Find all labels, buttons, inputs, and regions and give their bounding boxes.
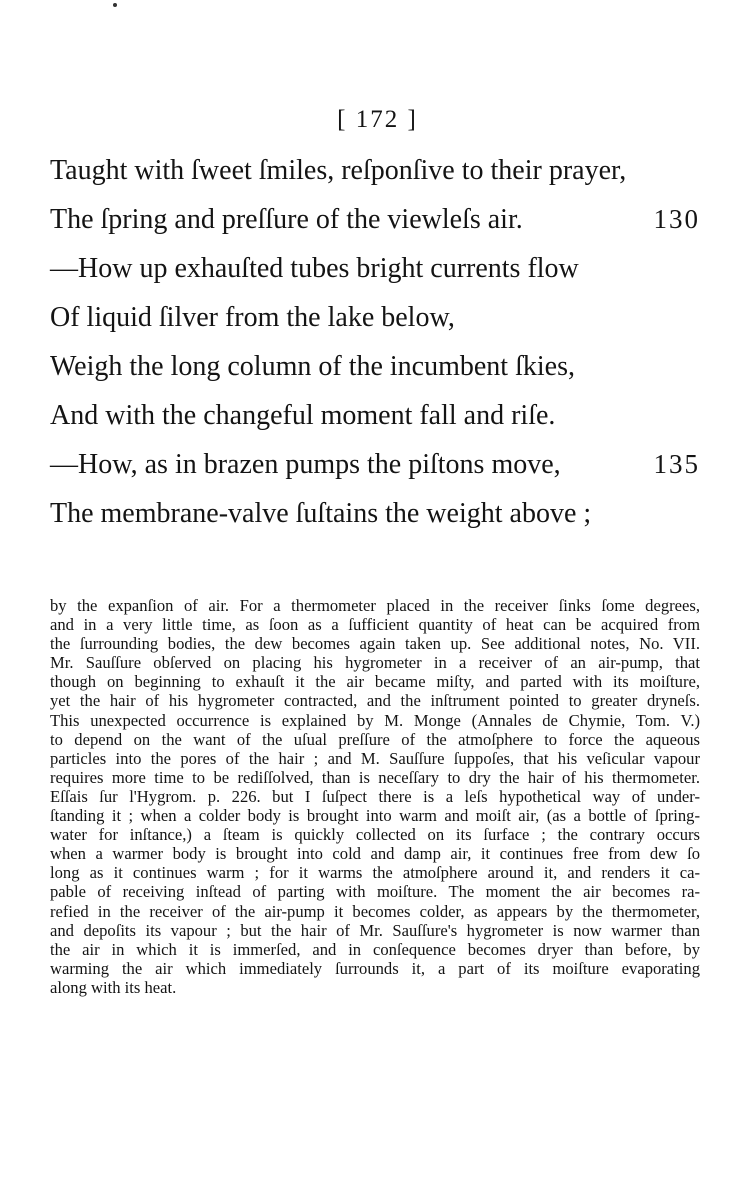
footnote-line: and in a very little time, as ſoon as a ſufficient quantity of heat can be acquired from <box>50 615 700 635</box>
verse-text: —How up exhauſted tubes bright currents flow <box>50 253 579 284</box>
verse-text: The membrane-valve ſuſtains the weight above ; <box>50 498 592 529</box>
verse-line <box>50 293 700 342</box>
verse-line <box>50 195 700 244</box>
footnote-line: pable of receiving inſtead of parting with moiſture. The moment the air becomes ra- <box>50 882 700 902</box>
verse-text: The ſpring and preſſure of the viewleſs air. <box>50 204 523 235</box>
footnote-line: ſtanding it ; when a colder body is brought into warm and moiſt air, (as a bottle of ſpring- <box>50 806 700 826</box>
footnote-line: long as it continues warm ; for it warms the atmoſphere around it, and renders it ca- <box>50 863 700 883</box>
ink-speck <box>113 3 117 7</box>
verse-line <box>50 146 700 195</box>
line-number: 130 <box>653 204 700 234</box>
footnote-line: and depoſits its vapour ; but the hair of Mr. Sauſſure's hygrometer is now warmer than <box>50 920 700 940</box>
verse-text: And with the changeful moment fall and riſe. <box>50 400 556 431</box>
footnote-line: the air in which it is immerſed, and in conſequence becomes dryer than before, by <box>50 939 700 959</box>
line-number: 135 <box>653 449 700 479</box>
footnote-line: Eſſais ſur l'Hygrom. p. 226. but I ſuſpect there is a leſs hypothetical way of under- <box>50 786 700 806</box>
verse-text: Of liquid ſilver from the lake below, <box>50 302 455 333</box>
footnote-line: though on beginning to exhauſt it the air became miſty, and parted with its moiſture, <box>50 672 700 692</box>
verse-line <box>50 342 700 391</box>
verse-text: Taught with ſweet ſmiles, reſponſive to their prayer, <box>50 155 627 186</box>
footnote-line: to depend on the want of the uſual preſſure of the atmoſphere to force the aqueous <box>50 729 700 749</box>
footnote-line: when a warmer body is brought into cold and damp air, it continues free from dew ſo <box>50 844 700 864</box>
verse-line <box>50 391 700 440</box>
footnote-line: This unexpected occurrence is explained by M. Monge (Annales de Chymie, Tom. V.) <box>50 710 700 730</box>
footnote-line: the ſurrounding bodies, the dew becomes again taken up. See additional notes, No. VII. <box>50 634 700 654</box>
footnote-line: by the expanſion of air. For a thermometer placed in the receiver ſinks ſome degrees, <box>50 596 700 615</box>
footnote-line: yet the hair of his hygrometer contracted, and the inſtrument pointed to greater dryneſs. <box>50 691 700 711</box>
footnote-line: warming the air which immediately ſurrounds it, a part of its moiſture evaporating <box>50 958 700 978</box>
verse-line <box>50 440 700 489</box>
footnote-line: particles into the pores of the hair ; and M. Sauſſure ſuppoſes, that his veſicular vapour <box>50 748 700 768</box>
footnote-block <box>50 596 700 997</box>
footnote-line: requires more time to be rediſſolved, than is neceſſary to dry the hair of his thermometer. <box>50 767 700 787</box>
footnote-line: along with its heat. <box>50 977 177 997</box>
verse-line <box>50 244 700 293</box>
verse-block <box>50 146 700 538</box>
page-number: [ 172 ] <box>337 106 418 133</box>
footnote-line: Mr. Sauſſure obſerved on placing his hygrometer in a receiver of an air-pump, that <box>50 653 700 673</box>
verse-text: Weigh the long column of the incumbent ſkies, <box>50 351 575 382</box>
verse-line <box>50 489 700 538</box>
footnote-line: water for inſtance,) a ſteam is quickly collected on its ſurface ; the contrary occurs <box>50 825 700 845</box>
verse-text: —How, as in brazen pumps the piſtons move, <box>50 449 561 480</box>
footnote-line: refied in the receiver of the air-pump it becomes colder, as appears by the thermometer, <box>50 901 700 921</box>
